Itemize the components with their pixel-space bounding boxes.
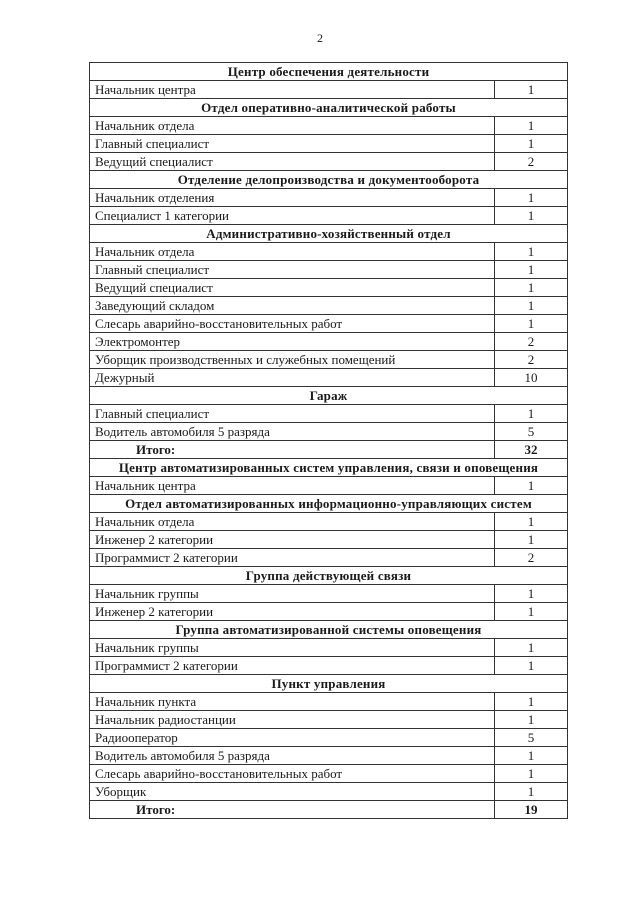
position-quantity: 1 [495,315,568,333]
position-row [90,297,568,315]
position-row [90,81,568,99]
position-row [90,729,568,747]
position-name: Главный специалист [90,405,495,423]
section-header-row [90,63,568,81]
total-label: Итого: [90,801,495,819]
position-quantity: 1 [495,693,568,711]
section-title: Центр обеспечения деятельности [90,63,568,81]
position-name: Начальник центра [90,477,495,495]
position-name: Программист 2 категории [90,549,495,567]
position-row [90,117,568,135]
position-name: Начальник отдела [90,243,495,261]
total-quantity: 19 [495,801,568,819]
position-name: Главный специалист [90,261,495,279]
section-header-row [90,387,568,405]
position-row [90,189,568,207]
section-header-row [90,675,568,693]
position-name: Программист 2 категории [90,657,495,675]
position-name: Начальник радиостанции [90,711,495,729]
position-name: Слесарь аварийно-восстановительных работ [90,315,495,333]
position-quantity: 10 [495,369,568,387]
position-name: Ведущий специалист [90,153,495,171]
position-name: Специалист 1 категории [90,207,495,225]
position-row [90,261,568,279]
section-header-row [90,459,568,477]
position-name: Дежурный [90,369,495,387]
position-quantity: 1 [495,261,568,279]
position-row [90,243,568,261]
position-quantity: 1 [495,711,568,729]
position-name: Инженер 2 категории [90,603,495,621]
position-quantity: 1 [495,513,568,531]
position-quantity: 5 [495,423,568,441]
position-quantity: 1 [495,405,568,423]
position-name: Начальник группы [90,585,495,603]
position-name: Главный специалист [90,135,495,153]
position-quantity: 1 [495,747,568,765]
position-quantity: 1 [495,135,568,153]
position-name: Уборщик производственных и служебных помещений [90,351,495,369]
position-quantity: 1 [495,639,568,657]
staffing-table [89,62,568,819]
position-row [90,765,568,783]
position-quantity: 1 [495,189,568,207]
position-row [90,531,568,549]
position-row [90,477,568,495]
position-name: Ведущий специалист [90,279,495,297]
position-row [90,279,568,297]
position-quantity: 1 [495,243,568,261]
position-name: Заведующий складом [90,297,495,315]
staffing-table-body [90,63,568,819]
position-row [90,423,568,441]
position-row [90,639,568,657]
position-quantity: 2 [495,549,568,567]
section-title: Группа действующей связи [90,567,568,585]
position-row [90,549,568,567]
position-row [90,351,568,369]
section-title: Отдел автоматизированных информационно-управляющих систем [90,495,568,513]
position-quantity: 1 [495,657,568,675]
position-quantity: 1 [495,783,568,801]
section-title: Административно-хозяйственный отдел [90,225,568,243]
section-header-row [90,621,568,639]
position-name: Радиооператор [90,729,495,747]
position-quantity: 1 [495,117,568,135]
position-name: Начальник отделения [90,189,495,207]
position-quantity: 1 [495,603,568,621]
section-title: Гараж [90,387,568,405]
position-quantity: 1 [495,765,568,783]
position-row [90,405,568,423]
position-row [90,693,568,711]
position-quantity: 1 [495,477,568,495]
section-title: Группа автоматизированной системы оповещения [90,621,568,639]
position-name: Инженер 2 категории [90,531,495,549]
position-row [90,513,568,531]
position-name: Начальник группы [90,639,495,657]
section-header-row [90,495,568,513]
position-row [90,747,568,765]
position-row [90,603,568,621]
section-title: Отдел оперативно-аналитической работы [90,99,568,117]
section-title: Пункт управления [90,675,568,693]
position-quantity: 1 [495,585,568,603]
position-row [90,333,568,351]
position-name: Водитель автомобиля 5 разряда [90,747,495,765]
total-row [90,441,568,459]
section-header-row [90,567,568,585]
position-row [90,369,568,387]
position-quantity: 1 [495,297,568,315]
position-row [90,585,568,603]
position-quantity: 1 [495,81,568,99]
section-title: Центр автоматизированных систем управления, связи и оповещения [90,459,568,477]
position-row [90,783,568,801]
position-name: Электромонтер [90,333,495,351]
position-name: Водитель автомобиля 5 разряда [90,423,495,441]
position-name: Начальник отдела [90,513,495,531]
total-row [90,801,568,819]
position-row [90,207,568,225]
position-row [90,657,568,675]
position-row [90,153,568,171]
position-row [90,711,568,729]
section-header-row [90,225,568,243]
section-title: Отделение делопроизводства и документооборота [90,171,568,189]
total-quantity: 32 [495,441,568,459]
position-name: Начальник пункта [90,693,495,711]
position-quantity: 2 [495,153,568,171]
position-name: Начальник центра [90,81,495,99]
position-name: Уборщик [90,783,495,801]
section-header-row [90,171,568,189]
position-row [90,135,568,153]
total-label: Итого: [90,441,495,459]
position-quantity: 1 [495,531,568,549]
position-row [90,315,568,333]
position-name: Слесарь аварийно-восстановительных работ [90,765,495,783]
section-header-row [90,99,568,117]
position-quantity: 1 [495,279,568,297]
position-quantity: 2 [495,351,568,369]
position-name: Начальник отдела [90,117,495,135]
page-number: 2 [317,31,323,45]
position-quantity: 5 [495,729,568,747]
position-quantity: 2 [495,333,568,351]
position-quantity: 1 [495,207,568,225]
